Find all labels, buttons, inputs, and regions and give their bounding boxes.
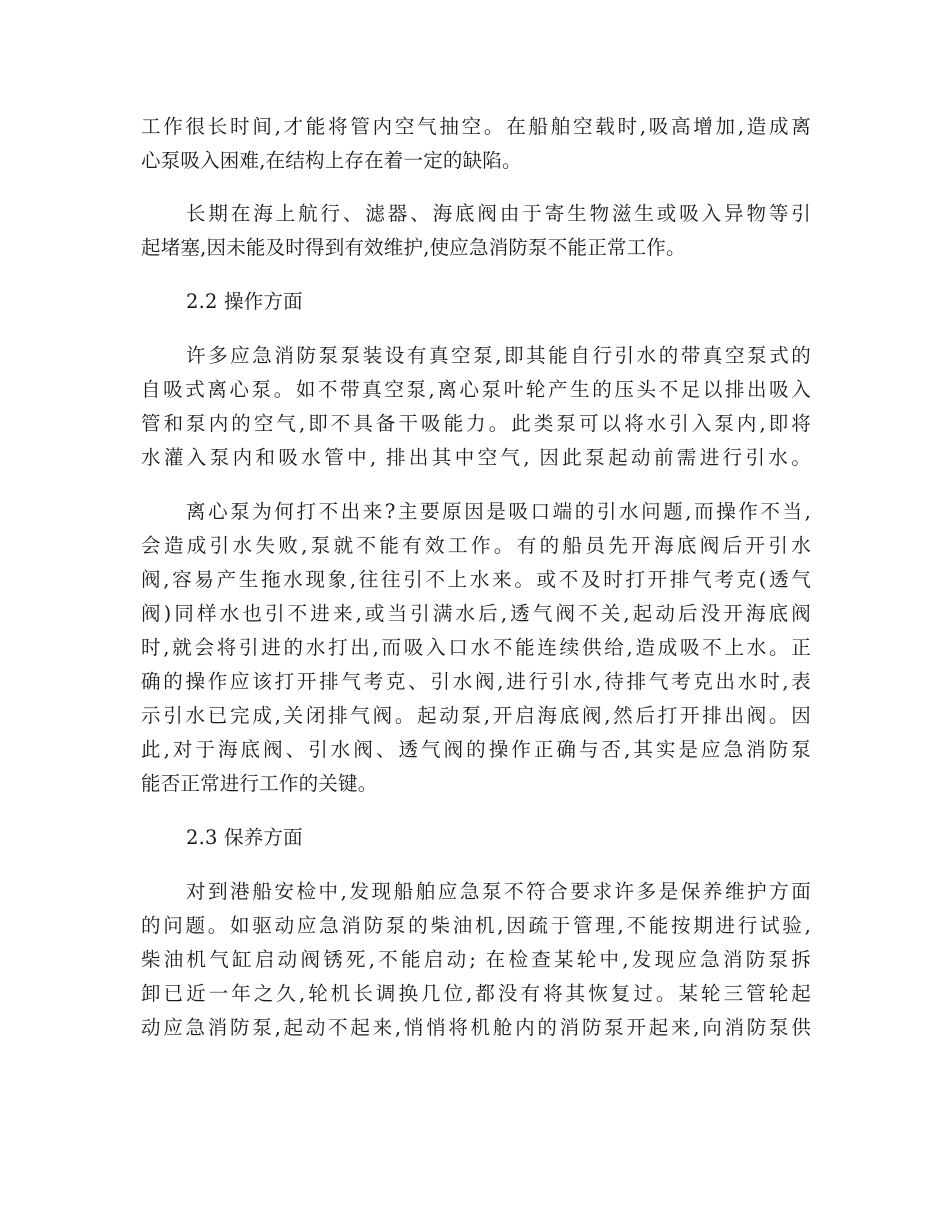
text-line: 心泵吸入困难,在结构上存在着一定的缺陷。	[141, 149, 522, 172]
text-line: 起堵塞,因未能及时得到有效维护,使应急消防泵不能正常工作。	[141, 236, 686, 259]
section-heading: 2.2 操作方面	[186, 290, 303, 313]
text-line: 阀)同样水也引不进来,或当引满水后,透气阀不关,起动后没开海底阀	[141, 602, 811, 625]
text-line: 能否正常进行工作的关键。	[141, 772, 378, 795]
text-line: 柴油机气缸启动阀锈死,不能启动; 在检查某轮中,发现应急消防泵拆	[141, 948, 811, 971]
text-line: 许多应急消防泵泵装设有真空泵,即其能自行引水的带真空泵式的	[186, 344, 811, 367]
text-line: 确的操作应该打开排气考克、引水阀,进行引水,待排气考克出水时,表	[141, 670, 811, 693]
text-line: 的问题。如驱动应急消防泵的柴油机,因疏于管理,不能按期进行试验,	[141, 914, 811, 937]
text-line: 阀,容易产生拖水现象,往往引不上水来。或不及时打开排气考克(透气	[141, 568, 811, 591]
section-heading: 2.3 保养方面	[186, 826, 303, 849]
text-line: 离心泵为何打不出来?主要原因是吸口端的引水问题,而操作不当,	[186, 500, 811, 523]
text-line: 示引水已完成,关闭排气阀。起动泵,开启海底阀,然后打开排出阀。因	[141, 704, 811, 727]
text-line: 时,就会将引进的水打出,而吸入口水不能连续供给,造成吸不上水。正	[141, 636, 811, 659]
text-line: 会造成引水失败,泵就不能有效工作。有的船员先开海底阀后开引水	[141, 534, 811, 557]
text-line: 自吸式离心泵。如不带真空泵,离心泵叶轮产生的压头不足以排出吸入	[141, 378, 811, 401]
text-line: 对到港船安检中,发现船舶应急泵不符合要求许多是保养维护方面	[186, 880, 811, 903]
text-line: 此,对于海底阀、引水阀、透气阀的操作正确与否,其实是应急消防泵	[141, 738, 811, 761]
text-line: 卸已近一年之久,轮机长调换几位,都没有将其恢复过。某轮三管轮起	[141, 982, 811, 1005]
text-line: 动应急消防泵,起动不起来,悄悄将机舱内的消防泵开起来,向消防泵供	[141, 1016, 811, 1039]
text-line: 长期在海上航行、滤器、海底阀由于寄生物滋生或吸入异物等引	[186, 202, 811, 225]
text-line: 工作很长时间,才能将管内空气抽空。在船舶空载时,吸高增加,造成离	[141, 115, 811, 138]
text-line: 水灌入泵内和吸水管中, 排出其中空气, 因此泵起动前需进行引水。	[141, 446, 811, 469]
text-line: 管和泵内的空气,即不具备干吸能力。此类泵可以将水引入泵内,即将	[141, 412, 811, 435]
